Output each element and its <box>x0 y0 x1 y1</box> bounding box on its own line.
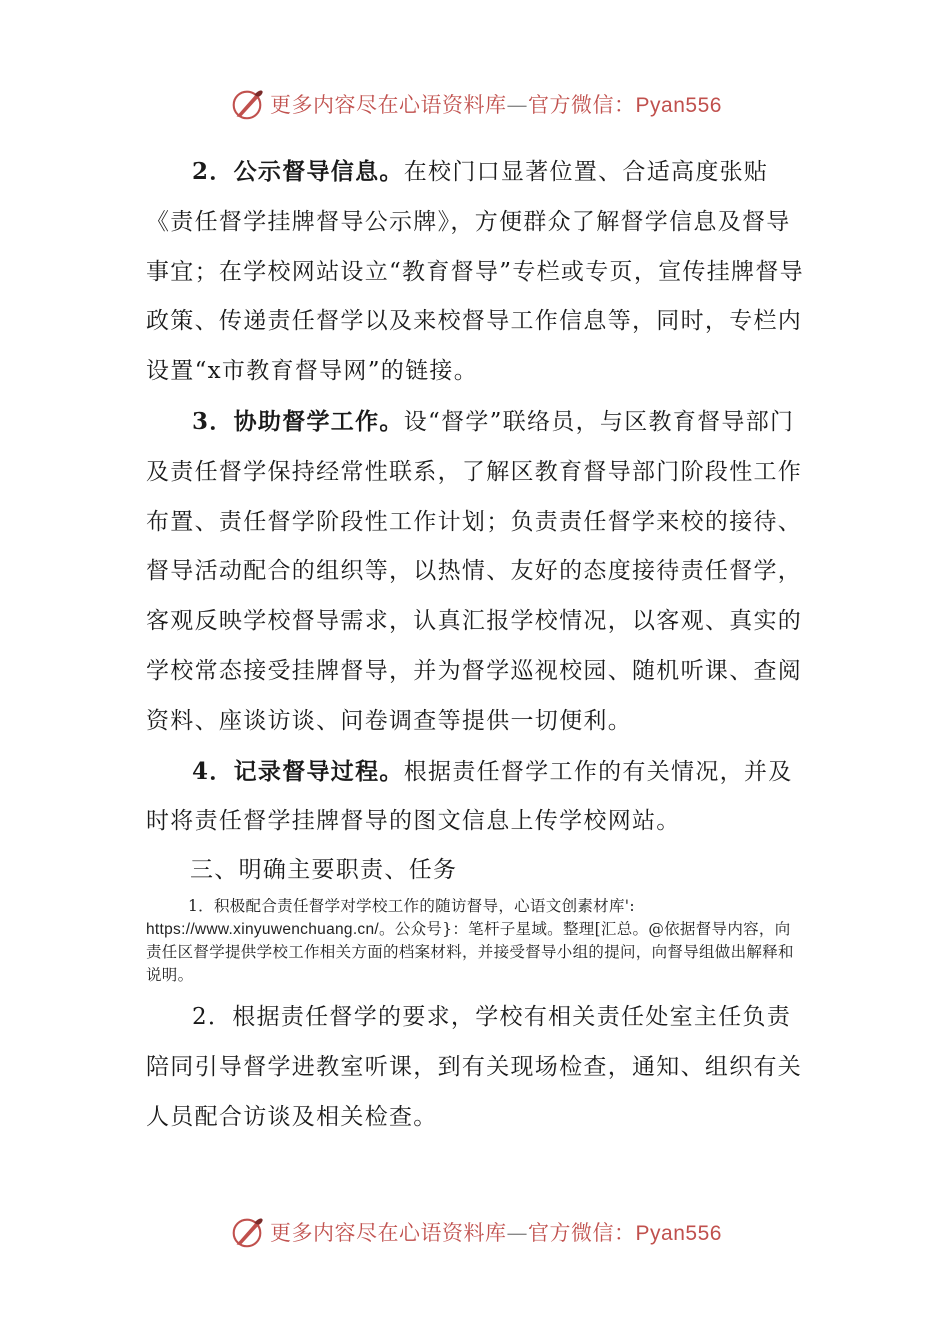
small-item-url: https://www.xinyuwenchuang.cn/ <box>146 921 380 939</box>
watermark-wechat-id: Pyan556 <box>635 1222 722 1245</box>
paragraph-text: 设“督学”联络员，与区教育督导部门及责任督学保持经常性联系，了解区教育督导部门阶段性工作布置、责任督学阶段性工作计划；负责责任督学来校的接待、督导活动配合的组织等，以热情、友好的态度接待责任督学，客观反映学校督导需求，认真汇报学校情况，以客观、真实的学校常态接受挂牌督导，并为督学巡视校园、随机听课、查阅资料、座谈访谈、问卷调查等提供一切便利。 <box>146 408 803 734</box>
watermark-official: 官方微信： <box>528 1221 636 1245</box>
section-heading: 三、明确主要职责、任务 <box>190 857 458 884</box>
paragraph-lead: 3．协助督学工作。 <box>192 407 404 435</box>
quill-logo-icon <box>228 1213 266 1251</box>
small-item-line1: 1．积极配合责任督学对学校工作的随访督导，心语文创素材库': <box>188 897 635 916</box>
watermark-wechat-id: Pyan556 <box>635 94 722 117</box>
small-item <box>146 895 806 987</box>
paragraph-final: 2．根据责任督学的要求，学校有相关责任处室主任负责陪同引导督学进教室听课，到有关现场检查，通知、组织有关人员配合访谈及相关检查。 <box>146 1004 803 1130</box>
watermark-text <box>270 89 722 119</box>
paragraph-text: 根据责任督学工作的有关情况，并及时将责任督学挂牌督导的图文信息上传学校网站。 <box>146 758 793 835</box>
paragraph-text: 在校门口显著位置、合适高度张贴《责任督学挂牌督导公示牌》，方便群众了解督学信息及督导事宜；在学校网站设立“教育督导”专栏或专页，宣传挂牌督导政策、传递责任督学以及来校督导工作信息等，同时，专栏内设置“x市教育督导网”的链接。 <box>146 159 804 385</box>
watermark-text <box>270 1217 722 1247</box>
small-item-rest: 。公众号}：笔杆子星域。整理[汇总。@依据督导内容，向责任区督学提供学校工作相关方面的档案材料，并接受督导小组的提问，向督导组做出解释和说明。 <box>146 920 794 985</box>
document-body <box>146 147 806 1143</box>
paragraph-assist <box>146 397 806 747</box>
paragraph-lead: 2．公示督导信息。 <box>192 158 404 185</box>
paragraph-lead: 4．记录督导过程。 <box>192 757 404 785</box>
watermark-site: 更多内容尽在心语资料库 <box>270 93 507 117</box>
watermark-official: 官方微信： <box>528 93 636 117</box>
paragraph-record <box>146 747 806 848</box>
watermark-site: 更多内容尽在心语资料库 <box>270 1221 507 1245</box>
watermark-separator: — <box>506 93 529 117</box>
paragraph-publicity <box>146 147 806 397</box>
footer-watermark <box>0 1212 950 1252</box>
quill-logo-icon <box>228 85 266 123</box>
watermark-separator: — <box>506 1221 529 1245</box>
header-watermark <box>0 84 950 124</box>
